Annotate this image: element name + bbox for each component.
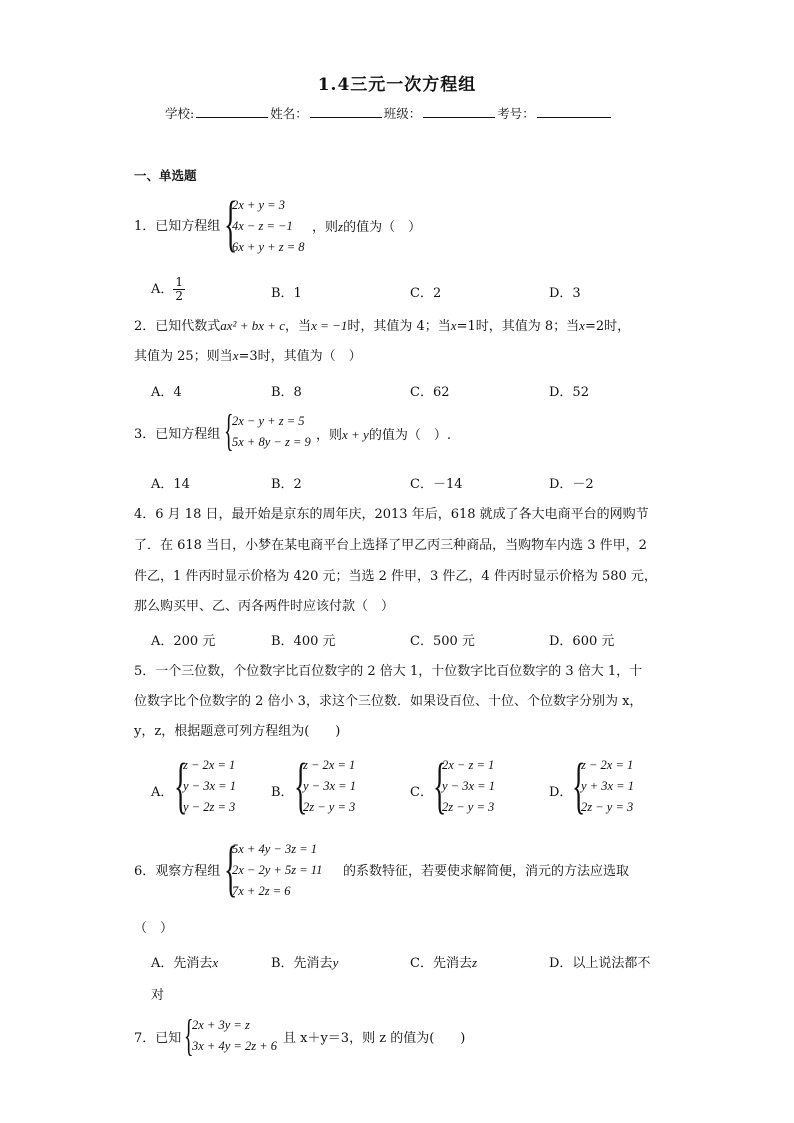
q7-eq-1: 2x + 3y = z [192,1018,250,1032]
q1-brace: { [224,190,238,258]
q5-a-system [183,755,236,818]
q2-option-b[interactable]: B．8 [271,385,302,400]
q4-line-4: 那么购买甲、乙、丙各两件时应该付款（ ） [134,599,395,614]
q1-prefix: 1．已知方程组 [134,219,221,234]
fraction-numerator: 1 [175,275,184,289]
q3-tail [316,423,451,448]
q5-b-brace: { [294,752,308,820]
fraction-denominator: 2 [175,289,184,303]
q2-text-f: 其值为 25；则当 [134,349,233,364]
school-label: 学校: [165,106,195,121]
q5-line-1: 5．一个三位数，个位数字比百位数字的 2 倍大 1，十位数字比百位数字的 3 倍大 1，十 [134,664,643,679]
q6-option-b[interactable] [271,952,338,971]
q5-d-brace: { [572,752,586,820]
q2-text-c: 时，其值为 4；当 [347,319,451,334]
q2-line-1 [134,314,630,339]
q6-option-b-label: B．先消去 [271,956,333,971]
q2-option-d[interactable]: D．52 [549,385,589,400]
q5-c-brace: { [433,752,447,820]
number-label: 考号： [497,106,535,121]
q2-x1: x = −1 [311,318,348,333]
q1-tail [312,215,421,240]
q5-a-eq-1: z − 2x = 1 [183,758,236,772]
q2-text-a: 2．已知代数式 [134,319,221,334]
class-blank[interactable] [423,105,495,118]
q5-d-eq-1: z − 2x = 1 [581,758,634,772]
q1-suffix: ，则 [312,220,339,235]
q2-line-2 [134,344,362,369]
q6-paren: （ ） [134,921,174,936]
q5-line-2: 位数字比个位数字的 2 倍小 3，求这个三位数．如果设百位、十位、个位数字分别为 x， [134,694,643,709]
q2-text-g: =3时，其值为（ ） [238,349,362,364]
number-blank[interactable] [537,105,611,118]
q5-d-eq-2: y + 3x = 1 [581,779,634,793]
q6-option-a-label: A．先消去 [151,956,213,971]
q6-option-d-continued: 对 [151,988,165,1003]
q6-option-a-var: x [212,955,219,970]
q5-option-c-label: C． [410,785,433,800]
q5-d-eq-3: 2z − y = 3 [581,800,634,814]
class-label: 班级： [383,106,422,121]
q5-line-3: y，z，根据题意可列方程组为( ) [134,724,341,739]
q2-text-b: ，当 [285,319,312,334]
q6-option-d[interactable]: D．以上说法都不 [549,956,651,971]
q3-system [232,411,311,453]
q1-option-a[interactable] [151,276,185,303]
q3-expression: x + y [342,427,369,442]
q3-option-c[interactable]: C．－14 [410,477,463,492]
q3-brace: { [224,406,234,455]
q5-b-eq-2: y − 3x = 1 [303,779,356,793]
q5-a-brace: { [174,752,188,820]
q2-text-d: =1时，其值为 8；当 [456,319,580,334]
q3-eq-1: 2x − y + z = 5 [232,414,305,428]
q6-option-c-var: z [471,955,478,970]
q5-b-eq-3: 2z − y = 3 [303,800,356,814]
q3-option-a[interactable]: A．14 [151,477,190,492]
q6-eq-1: 5x + 4y − 3z = 1 [232,842,318,856]
q5-option-d-label: D． [549,785,573,800]
q4-option-d[interactable]: D．600 元 [549,634,615,649]
q1-option-d[interactable]: D．3 [549,286,581,301]
q4-option-c[interactable]: C．500 元 [410,634,475,649]
q1-option-b[interactable]: B．1 [271,286,302,301]
q3-question: 的值为（ ）. [368,428,451,443]
q1-option-a-label: A． [151,282,174,297]
q6-tail: 的系数特征，若要使求解简便，消元的方法应选取 [343,864,630,879]
q1-eq-1: 2x + y = 3 [232,198,285,212]
section-heading: 一、单选题 [134,168,197,183]
q4-line-3: 件乙，1 件丙时显示价格为 420 元；当选 2 件甲，3 件乙，4 件丙时显示价格为 580 元， [134,569,657,584]
q4-option-b[interactable]: B．400 元 [271,634,336,649]
q2-option-c[interactable]: C．62 [410,385,450,400]
q5-option-b-label: B． [271,785,294,800]
q1-var: z [338,219,344,234]
q6-eq-2: 2x − 2y + 5z = 11 [232,863,323,877]
q6-option-a[interactable] [151,952,218,971]
q6-system [232,839,322,902]
q2-text-e: =2时， [584,319,631,334]
q4-option-a[interactable]: A．200 元 [151,634,216,649]
student-info-line [165,104,613,122]
q5-c-eq-3: 2z − y = 3 [442,800,495,814]
school-blank[interactable] [196,105,268,118]
q5-a-eq-2: y − 3x = 1 [183,779,236,793]
page-title: 1.4三元一次方程组 [317,75,477,95]
q6-eq-3: 7x + 2z = 6 [232,884,291,898]
q1-eq-2: 4x − z = −1 [232,219,293,233]
q1-eq-3: 6x + y + z = 8 [232,240,305,254]
q6-option-c-label: C．先消去 [410,956,472,971]
q4-line-1: 4．6 月 18 日，最开始是京东的周年庆，2013 年后，618 就成了各大电商平台的网购节 [134,507,649,522]
q3-option-d[interactable]: D．－2 [549,477,594,492]
q7-tail: 且 x＋y＝3，则 z 的值为( ) [283,1031,466,1046]
q2-x4: x [232,348,239,363]
q7-prefix: 7．已知 [134,1031,182,1046]
q5-option-a-label: A． [151,785,174,800]
q1-option-c[interactable]: C．2 [410,286,442,301]
q7-eq-2: 3x + 4y = 2z + 6 [192,1039,278,1053]
q5-c-system [442,755,495,818]
q5-c-eq-2: y − 3x = 1 [442,779,495,793]
q3-suffix: ，则 [316,428,343,443]
q3-option-b[interactable]: B．2 [271,477,302,492]
q5-b-system [303,755,356,818]
q2-option-a[interactable]: A．4 [151,385,182,400]
q2-x3: x [579,318,585,333]
name-blank[interactable] [310,105,382,118]
q1-question: 的值为（ ） [343,220,422,235]
q6-option-c[interactable] [410,952,477,971]
q5-c-eq-1: 2x − z = 1 [442,758,495,772]
q6-brace: { [224,835,238,903]
q7-system [192,1015,277,1057]
q3-eq-2: 5x + 8y − z = 9 [232,435,311,449]
q5-a-eq-3: y − 2z = 3 [183,800,236,814]
q1-option-a-fraction [173,276,185,303]
q7-brace: { [184,1011,194,1060]
q6-option-b-var: y [332,955,339,970]
q6-prefix: 6．观察方程组 [134,864,221,879]
q4-line-2: 了．在 618 当日，小梦在某电商平台上选择了甲乙丙三种商品，当购物车内选 3 件甲，2 [134,538,647,553]
q1-system [232,195,305,258]
q2-x2: x [450,318,457,333]
q5-b-eq-1: z − 2x = 1 [303,758,356,772]
q3-prefix: 3．已知方程组 [134,427,221,442]
q5-d-system [581,755,634,818]
name-label: 姓名： [270,106,308,121]
q2-expression: ax² + bx + c [220,318,286,333]
